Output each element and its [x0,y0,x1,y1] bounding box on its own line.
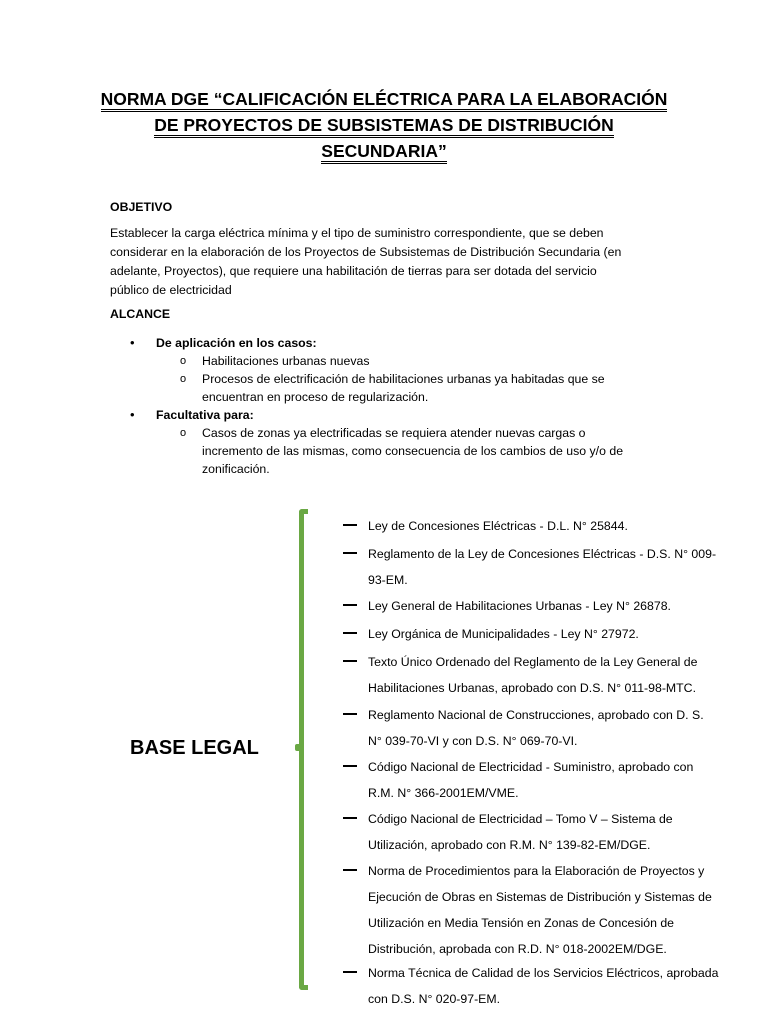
law-item: Ley de Concesiones Eléctricas - D.L. N° 25844. [368,519,628,533]
sub-bullet-icon: o [180,427,187,439]
title-line: SECUNDARIA” [321,141,446,164]
law-item: Código Nacional de Electricidad - Suministro, aprobado con R.M. N° 366-2001EM/VME. [368,760,694,800]
objetivo-paragraph [110,224,670,300]
law-item: Norma de Procedimientos para la Elaboración de Proyectos y Ejecución de Obras en Sistemas de Distribución y Sistemas de Utilización en Media Tensión en Zonas de Concesión de Distribución, aprobada con R.D. N° 018-2002EM/DGE. [368,864,712,956]
title-line: DE PROYECTOS DE SUBSISTEMAS DE DISTRIBUCIÓN [154,115,614,138]
paragraph-line: adelante, Proyectos), que requiere una habilitación de tierras para ser dotada del servicio [110,264,597,278]
law-item: Reglamento Nacional de Construcciones, aprobado con D. S. N° 039-70-VI y con D.S. N° 069-70-VI. [368,708,704,748]
bullet-icon: • [130,407,135,422]
law-item: Ley Orgánica de Municipalidades - Ley N° 27972. [368,627,639,641]
alcance-item-label: De aplicación en los casos: [156,336,317,350]
dash-icon [343,971,357,973]
dash-icon [343,765,357,767]
sub-bullet-icon: o [180,373,187,385]
alcance-heading: ALCANCE [110,307,171,321]
dash-icon [343,524,357,526]
alcance-subitem: Procesos de electrificación de habilitaciones urbanas ya habitadas que se encuentran en proceso de regularización. [202,372,605,404]
base-legal-label: BASE LEGAL [130,737,259,759]
law-item: Norma Técnica de Calidad de los Servicios Eléctricos, aprobada con D.S. N° 020-97-EM. [368,966,719,1006]
paragraph-line: Establecer la carga eléctrica mínima y el tipo de suministro correspondiente, que se deben [110,226,604,240]
dash-icon [343,660,357,662]
law-item: Reglamento de la Ley de Concesiones Eléctricas - D.S. N° 009- 93-EM. [368,547,717,587]
dash-icon [343,552,357,554]
dash-icon [343,632,357,634]
alcance-item-label: Facultativa para: [156,408,254,422]
dash-icon [343,869,357,871]
bullet-icon: • [130,335,135,350]
law-item: Código Nacional de Electricidad – Tomo V – Sistema de Utilización, aprobado con R.M. N° 139-82-EM/DGE. [368,812,673,852]
document-title [95,86,673,164]
alcance-subitem: Habilitaciones urbanas nuevas [202,354,370,368]
paragraph-line: público de electricidad [110,283,232,297]
alcance-subitem: Casos de zonas ya electrificadas se requiera atender nuevas cargas o incremento de las mismas, como consecuencia de los cambios de uso y/o de zonificación. [202,426,624,476]
dash-icon [343,604,357,606]
law-item: Texto Único Ordenado del Reglamento de la Ley General de Habilitaciones Urbanas, aprobado con D.S. N° 011-98-MTC. [368,655,698,695]
dash-icon [343,817,357,819]
title-line: NORMA DGE “CALIFICACIÓN ELÉCTRICA PARA LA ELABORACIÓN [101,89,668,112]
law-item: Ley General de Habilitaciones Urbanas - Ley N° 26878. [368,599,671,613]
paragraph-line: considerar en la elaboración de los Proyectos de Subsistemas de Distribución Secundaria (en [110,245,622,259]
objetivo-heading: OBJETIVO [110,200,173,214]
dash-icon [343,713,357,715]
bracket-notch [295,744,302,751]
sub-bullet-icon: o [180,355,187,367]
